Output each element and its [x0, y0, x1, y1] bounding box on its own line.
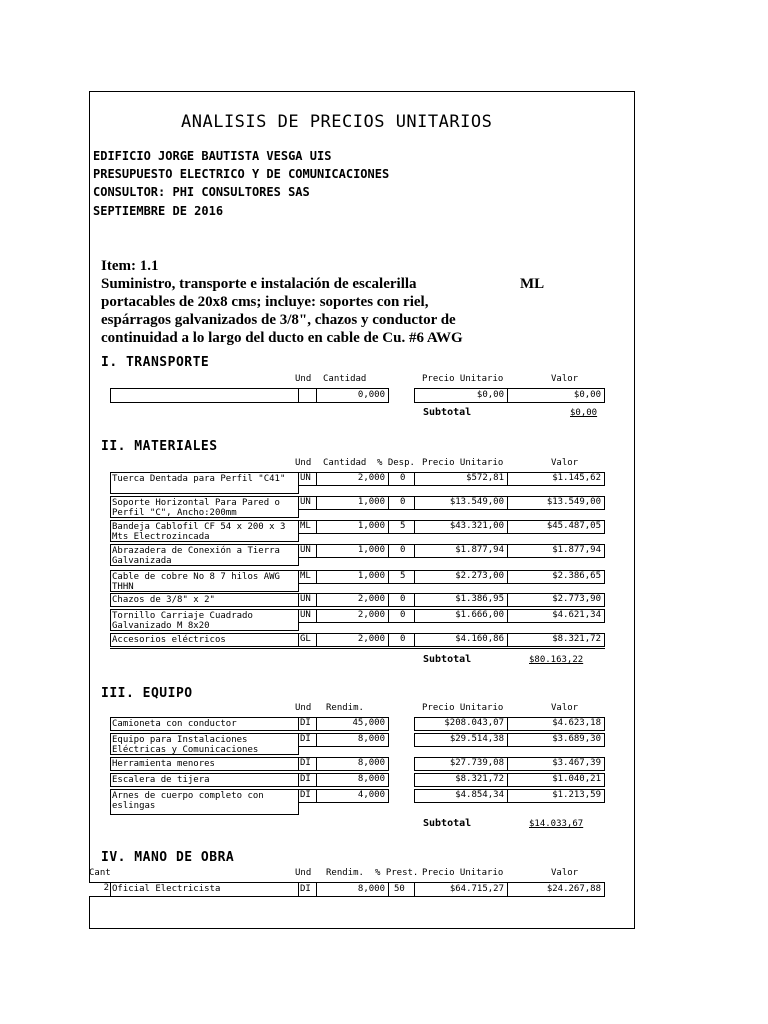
- subtotal-label-transporte: Subtotal: [423, 407, 472, 418]
- section-title-mano-de-obra: IV. MANO DE OBRA: [101, 850, 235, 865]
- cell-quantity: 1,000: [316, 570, 389, 584]
- item-label: Item: 1.1: [101, 258, 159, 274]
- item-description-line-3: espárragos galvanizados de 3/8", chazos y conductor de: [101, 312, 456, 328]
- cell-quantity: 1,000: [316, 544, 389, 558]
- item-description-line-2: portacables de 20x8 cms; incluye: soportes con riel,: [101, 294, 429, 310]
- cell-unit: DI: [298, 733, 317, 747]
- cell-value: $4.621,34: [507, 609, 605, 623]
- cell-unit-price: $1.877,94: [414, 544, 508, 558]
- cell-value: $13.549,00: [507, 496, 605, 510]
- col-header-und: Und: [295, 458, 312, 468]
- cell-value: $24.267,88: [507, 882, 605, 897]
- cell-description: Tuerca Dentada para Perfil "C41": [110, 472, 299, 494]
- col-header-prestaciones: % Prest.: [375, 868, 419, 878]
- cell-description: Tornillo Carriaje Cuadrado Galvanizado M 8x20: [110, 609, 299, 631]
- cell-unit: DI: [298, 789, 317, 803]
- cell-unit-price: $1.666,00: [414, 609, 508, 623]
- cell-description: Bandeja Cablofil CF 54 x 200 x 3 Mts Electrozincada: [110, 520, 299, 542]
- cell-unit: DI: [298, 773, 317, 787]
- col-header-cant: Cant: [89, 868, 111, 878]
- cell-unit-price: $29.514,38: [414, 733, 508, 747]
- cell-performance: 8,000: [316, 882, 389, 897]
- header-line-date: SEPTIEMBRE DE 2016: [93, 204, 224, 218]
- col-header-valor: Valor: [551, 868, 579, 878]
- col-header-cantidad: Cantidad: [323, 374, 367, 384]
- col-header-precio-unitario: Precio Unitario: [422, 458, 504, 468]
- cell-benefits: 50: [388, 882, 415, 897]
- cell-unit-price: $4.160,86: [414, 633, 508, 647]
- cell-waste: 0: [388, 544, 415, 558]
- item-unit: ML: [520, 276, 545, 292]
- cell-unit-price: $2.273,00: [414, 570, 508, 584]
- col-header-rendimiento: Rendim.: [326, 868, 364, 878]
- cell-quantity: 2,000: [316, 633, 389, 647]
- cell-value: $3.467,39: [507, 757, 605, 771]
- cell-unit: DI: [298, 757, 317, 771]
- cell-description: Camioneta con conductor: [110, 717, 299, 731]
- cell-unit: ML: [298, 520, 317, 534]
- col-header-valor: Valor: [551, 703, 579, 713]
- cell-unit-price: $1.386,95: [414, 593, 508, 607]
- section-title-transporte: I. TRANSPORTE: [101, 355, 210, 370]
- cell-value: $3.689,30: [507, 733, 605, 747]
- cell-description: Herramienta menores: [110, 757, 299, 771]
- cell-quantity: 0,000: [316, 388, 389, 403]
- col-header-precio-unitario: Precio Unitario: [422, 374, 504, 384]
- cell-unit-price: $572,81: [414, 472, 508, 486]
- cell-unit-price: $27.739,08: [414, 757, 508, 771]
- cell-quantity: 1,000: [316, 520, 389, 534]
- cell-quantity: 1,000: [316, 496, 389, 510]
- col-header-precio-unitario: Precio Unitario: [422, 868, 504, 878]
- cell-unit: UN: [298, 544, 317, 558]
- cell-description: Cable de cobre No 8 7 hilos AWG THHN: [110, 570, 299, 592]
- cell-waste: 5: [388, 570, 415, 584]
- cell-value: $2.386,65: [507, 570, 605, 584]
- cell-unit-price: $4.854,34: [414, 789, 508, 803]
- cell-waste: 0: [388, 609, 415, 623]
- cell-description: [110, 388, 299, 403]
- header-line-project: EDIFICIO JORGE BAUTISTA VESGA UIS: [93, 149, 332, 163]
- section-title-materiales: II. MATERIALES: [101, 439, 218, 454]
- cell-description: Escalera de tijera: [110, 773, 299, 787]
- cell-unit: UN: [298, 593, 317, 607]
- cell-unit: GL: [298, 633, 317, 647]
- document-title: ANALISIS DE PRECIOS UNITARIOS: [181, 112, 493, 132]
- cell-unit: [298, 388, 317, 403]
- header-line-budget: PRESUPUESTO ELECTRICO Y DE COMUNICACIONES: [93, 167, 390, 181]
- cell-waste: 5: [388, 520, 415, 534]
- subtotal-label-materiales: Subtotal: [423, 654, 472, 665]
- cell-quantity: 2,000: [316, 593, 389, 607]
- subtotal-value-materiales: $80.163,22: [529, 655, 584, 665]
- cell-value: $1.145,62: [507, 472, 605, 486]
- table-bottom-rule: [110, 648, 605, 649]
- cell-unit: UN: [298, 472, 317, 486]
- cell-unit-price: $64.715,27: [414, 882, 508, 897]
- cell-waste: 0: [388, 633, 415, 647]
- cell-performance: 45,000: [316, 717, 389, 731]
- cell-unit-price: $208.043,07: [414, 717, 508, 731]
- cell-waste: 0: [388, 496, 415, 510]
- col-header-precio-unitario: Precio Unitario: [422, 703, 504, 713]
- cell-quantity: 2,000: [316, 609, 389, 623]
- cell-value: $1.040,21: [507, 773, 605, 787]
- cell-value: $45.487,05: [507, 520, 605, 534]
- cell-quantity: 2,000: [316, 472, 389, 486]
- col-header-valor: Valor: [551, 374, 579, 384]
- subtotal-value-transporte: $0,00: [570, 408, 598, 418]
- cell-unit-price: $8.321,72: [414, 773, 508, 787]
- cell-unit: ML: [298, 570, 317, 584]
- cell-description: Soporte Horizontal Para Pared o Perfil "C", Ancho:200mm: [110, 496, 299, 518]
- cell-value: $1.213,59: [507, 789, 605, 803]
- cell-performance: 8,000: [316, 757, 389, 771]
- col-header-und: Und: [295, 868, 312, 878]
- cell-unit: DI: [298, 882, 317, 897]
- cell-unit-price: $13.549,00: [414, 496, 508, 510]
- col-header-desperdicio: % Desp.: [377, 458, 415, 468]
- subtotal-label-equipo: Subtotal: [423, 818, 472, 829]
- cell-unit: DI: [298, 717, 317, 731]
- cell-value: $0,00: [507, 388, 605, 403]
- cell-description: Abrazadera de Conexión a Tierra Galvanizada: [110, 544, 299, 566]
- col-header-rendimiento: Rendim.: [326, 703, 364, 713]
- cell-value: $8.321,72: [507, 633, 605, 647]
- cell-description: Chazos de 3/8" x 2": [110, 593, 299, 607]
- cell-waste: 0: [388, 472, 415, 486]
- col-header-und: Und: [295, 374, 312, 384]
- cell-unit-price: $0,00: [414, 388, 508, 403]
- cell-value: $1.877,94: [507, 544, 605, 558]
- subtotal-value-equipo: $14.033,67: [529, 819, 584, 829]
- section-title-equipo: III. EQUIPO: [101, 686, 193, 701]
- cell-value: $2.773,90: [507, 593, 605, 607]
- item-description-line-1: Suministro, transporte e instalación de escalerilla: [101, 276, 417, 292]
- cell-unit: UN: [298, 609, 317, 623]
- cell-unit-price: $43.321,00: [414, 520, 508, 534]
- cell-performance: 8,000: [316, 773, 389, 787]
- item-description-line-4: continuidad a lo largo del ducto en cable de Cu. #6 AWG: [101, 330, 463, 346]
- cell-description: Oficial Electricista: [110, 882, 299, 897]
- cell-performance: 8,000: [316, 733, 389, 747]
- header-line-consultant: CONSULTOR: PHI CONSULTORES SAS: [93, 185, 310, 199]
- cell-description: Accesorios eléctricos: [110, 633, 299, 647]
- col-header-und: Und: [295, 703, 312, 713]
- col-header-cantidad: Cantidad: [323, 458, 367, 468]
- cell-value: $4.623,18: [507, 717, 605, 731]
- cell-description: Equipo para Instalaciones Eléctricas y Comunicaciones: [110, 733, 299, 755]
- cell-waste: 0: [388, 593, 415, 607]
- cell-performance: 4,000: [316, 789, 389, 803]
- col-header-valor: Valor: [551, 458, 579, 468]
- cell-count: 2: [89, 882, 111, 897]
- cell-description: Arnes de cuerpo completo con eslingas: [110, 789, 299, 815]
- cell-unit: UN: [298, 496, 317, 510]
